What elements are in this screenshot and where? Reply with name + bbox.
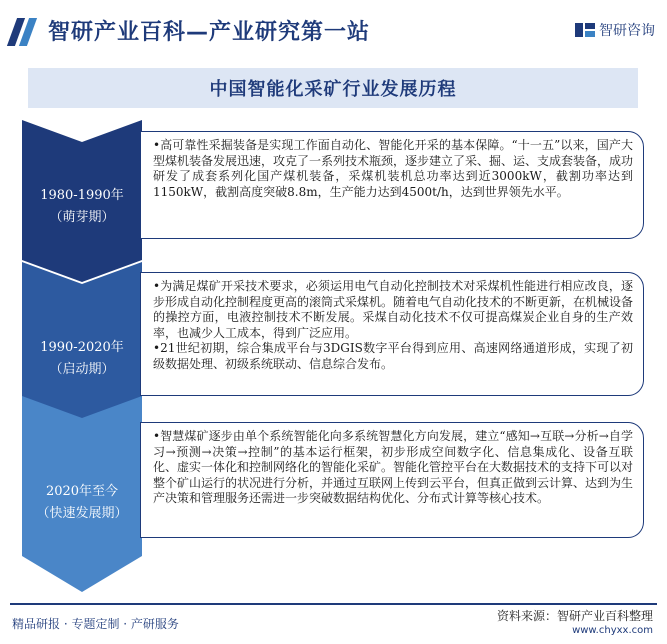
stage-1-panel	[140, 131, 644, 239]
footer-source: 资料来源：智研产业百科整理	[496, 609, 653, 623]
footer-divider	[10, 603, 657, 605]
stage-2-label: （启动期）	[49, 362, 115, 377]
stage-1-period: 1980-1990年	[40, 188, 124, 203]
stage-3-period: 2020年至今	[45, 484, 119, 499]
stage-2-period: 1990-2020年	[40, 340, 124, 355]
footer	[0, 603, 667, 644]
stage-2-text-1: •为满足煤矿开采技术要求，必须运用电气自动化控制技术对采煤机性能进行相应改良，逐步形成自动化控制程度更高的滚筒式采煤机。随着电气自动化技术的不断更新，在机械设备的操控方面，电液控制技术不断发展。采煤自动化技术不仅可提高煤炭企业自身的生产效率，也减少人工成本，得到广泛应用。	[153, 279, 634, 340]
stage-1-label: （萌芽期）	[49, 210, 115, 225]
logo-text: 智研咨询	[599, 23, 655, 39]
header	[0, 0, 667, 60]
header-stripes-icon	[10, 18, 38, 46]
stage-1-text: •高可靠性采掘装备是实现工作面自动化、智能化开采的基本保障。“十一五”以来，国产大型煤机装备发展迅速，攻克了一系列技术瓶颈，逐步建立了采、掘、运、支成套装备，成功研发了成套系列化国产煤机装备，采煤机装机总功率达到近3000kW，截割功率达到1150kW，截割高度突破8.8m，生产能力达到4500t/h，达到世界领先水平。	[153, 138, 634, 199]
logo-icon	[575, 21, 595, 39]
stage-3-chevron	[22, 396, 142, 592]
stage-3-label: （快速发展期）	[36, 506, 128, 521]
stage-1-chevron	[22, 120, 142, 282]
main-title: 中国智能化采矿行业发展历程	[209, 79, 457, 100]
stage-3-text: •智慧煤矿逐步由单个系统智能化向多系统智慧化方向发展，建立“感知→互联→分析→自学习→预测→决策→控制”的基本运行框架，初步形成空间数字化、信息集成化、设备互联化、虚实一体化和控制网络化的智能化采矿。智能化管控平台在大数据技术的支持下可以对整个矿山运行的状况进行分析，并通过互联网上传到云平台，但真正做到云计算、达到为生产决策和管理服务还需进一步突破数据结构优化、分布式计算等核心技术。	[153, 429, 634, 506]
brand-logo[interactable]	[575, 20, 655, 40]
stage-2-text-2: •21世纪初期，综合集成平台与3DGIS数字平台得到应用、高速网络通道形成，实现了初级数据处理、初级系统联动、信息综合发布。	[153, 341, 633, 371]
stage-2-panel	[140, 272, 644, 396]
footer-url[interactable]: www.chyxx.com	[572, 625, 653, 636]
site-title: 智研产业百科—产业研究第一站	[48, 20, 371, 45]
title-banner	[28, 68, 638, 108]
footer-services: 精品研报 · 专题定制 · 产研服务	[12, 617, 179, 631]
stage-3-panel	[140, 422, 644, 538]
